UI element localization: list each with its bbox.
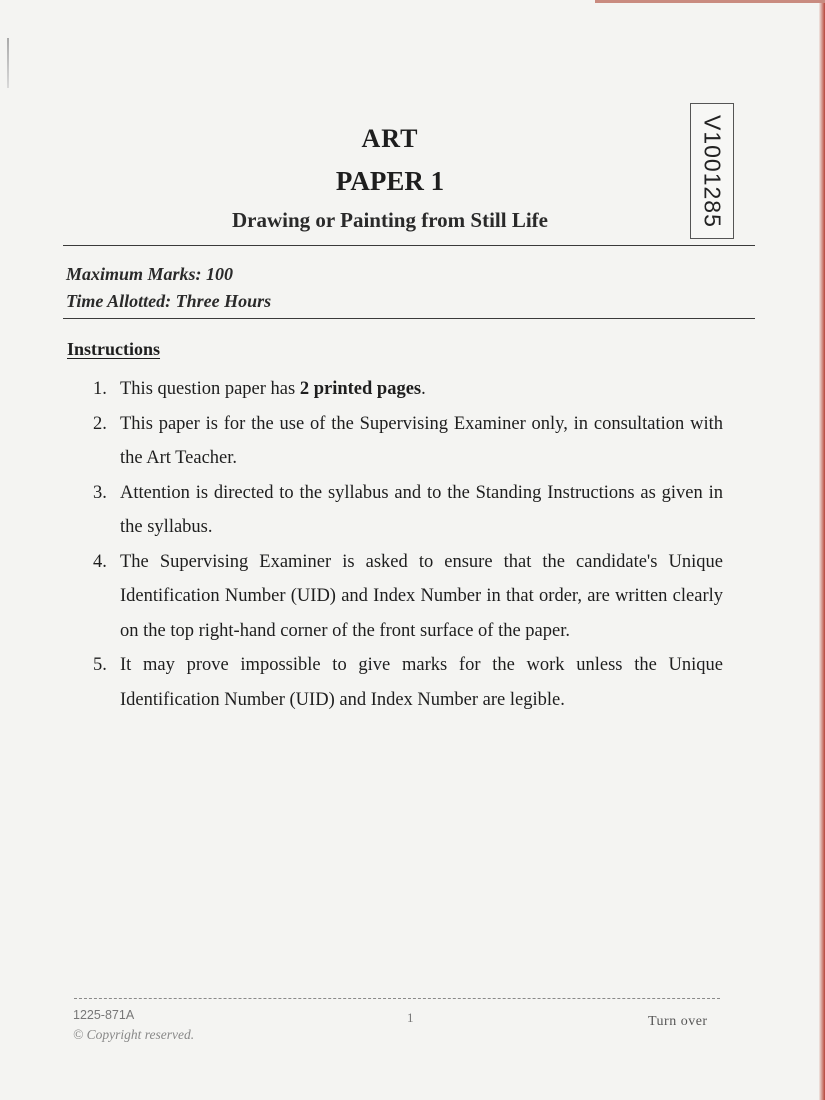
page-edge bbox=[819, 0, 825, 1100]
footer-paper-code: 1225-871A bbox=[73, 1008, 135, 1022]
paper-code: V1001285 bbox=[699, 114, 726, 228]
instructions-heading: Instructions bbox=[67, 339, 161, 359]
page-edge-top bbox=[595, 0, 825, 3]
paper-title: PAPER 1 bbox=[335, 166, 445, 196]
instruction-number: 2. bbox=[93, 413, 107, 434]
instruction-number: 1. bbox=[93, 379, 107, 399]
instruction-emphasis: 2 printed pages bbox=[299, 379, 422, 399]
time-allotted: Time Allotted: Three Hours bbox=[66, 291, 272, 311]
footer-divider bbox=[74, 998, 720, 999]
divider-bottom bbox=[63, 318, 755, 319]
subject-title: ART bbox=[361, 124, 419, 153]
paper-subtitle: Drawing or Painting from Still Life bbox=[232, 208, 548, 232]
instruction-item bbox=[93, 648, 723, 717]
instruction-item bbox=[93, 407, 723, 476]
instruction-number: 3. bbox=[93, 482, 107, 503]
instruction-item bbox=[93, 476, 723, 545]
instruction-text: Attention is directed to the syllabus and to the Standing Instructions as given in the syllabus. bbox=[120, 482, 723, 537]
divider-top bbox=[63, 245, 755, 246]
instruction-number: 5. bbox=[93, 655, 107, 675]
page-number: 1 bbox=[407, 1010, 414, 1025]
max-marks: Maximum Marks: 100 bbox=[66, 264, 234, 284]
instruction-item bbox=[93, 545, 723, 649]
instruction-text: The Supervising Examiner is asked to ensure that the candidate's Unique Identification Number (UID) and Index Number in that order, are written clearly on the top right-hand corner of the front surface of the paper. bbox=[120, 551, 723, 641]
instruction-text: This question paper has bbox=[120, 379, 300, 399]
copyright-notice: © Copyright reserved. bbox=[73, 1027, 195, 1042]
instruction-text: This paper is for the use of the Supervising Examiner only, in consultation with the Art Teacher. bbox=[120, 413, 723, 468]
instruction-text: It may prove impossible to give marks for the work unless the Unique Identification Number (UID) and Index Number are legible. bbox=[120, 655, 723, 710]
instructions-list bbox=[93, 372, 723, 717]
paper-code-box bbox=[690, 103, 734, 239]
instruction-item bbox=[93, 372, 723, 407]
instruction-number: 4. bbox=[93, 551, 107, 572]
margin-mark bbox=[7, 38, 9, 88]
instruction-text-end: . bbox=[421, 379, 426, 399]
turn-over-note: Turn over bbox=[648, 1014, 708, 1029]
